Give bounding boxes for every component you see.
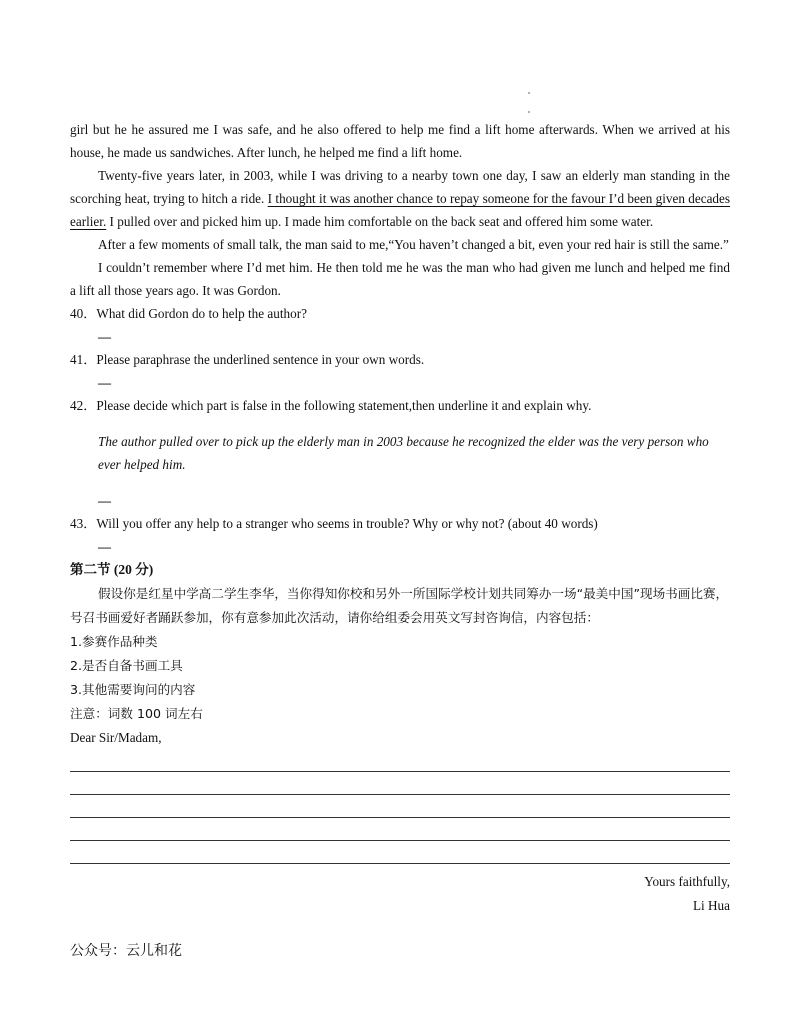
question-42-statement: The author pulled over to pick up the elderly man in 2003 because he recognized the elder was the very person who ever helped him. [98,434,709,473]
answer-space: — [98,375,111,390]
requirement-item: 2.是否自备书画工具 [70,658,183,674]
passage-text: I pulled over and picked him up. I made him comfortable on the back seat and offered him some water. [106,214,654,229]
passage-paragraph-2 [70,164,730,233]
requirement-item: 1.参赛作品种类 [70,634,158,650]
writing-line[interactable] [70,749,730,772]
answer-space: — [98,329,111,344]
answer-space: — [98,539,111,555]
question-41: 41．Please paraphrase the underlined sentence in your own words. [70,352,425,367]
footer-watermark: 公众号：云儿和花 [70,943,182,959]
section-intro: 假设你是红星中学高二学生李华，当你得知你校和另外一所国际学校计划共同筹办一场“最美中国”现场书画比赛，号召书画爱好者踊跃参加，你有意参加此次活动，请你给组委会用英文写封咨询信，内容包括： [70,586,729,626]
document-page [70,0,730,918]
writing-line[interactable] [70,772,730,795]
letter-closing: Yours faithfully, [644,874,730,890]
requirement-item: 3.其他需要询问的内容 [70,682,196,698]
passage-paragraph-1: girl but he he assured me I was safe, and he also offered to help me find a lift home afterwards. When we arrived at his house, he made us sandwiches. After lunch, he helped me find a lift home. [70,122,730,160]
writing-line[interactable] [70,795,730,818]
question-43: 43．Will you offer any help to a stranger who seems in trouble? Why or why not? (about 40 words) [70,516,598,532]
passage-text: Twenty-five years later, in 2003, while I was driving to a nearby town one day, I saw an elderly man standing in the scorching heat, trying to hitch a ride. [70,168,730,206]
answer-space: — [98,493,111,509]
writing-line[interactable] [70,841,730,864]
letter-greeting: Dear Sir/Madam, [70,730,162,746]
question-40: 40．What did Gordon do to help the author? [70,306,307,321]
word-count-note: 注意：词数 100 词左右 [70,706,203,722]
passage-paragraph-3: After a few moments of small talk, the man said to me,“You haven’t changed a bit, even your red hair is still the same.” [98,237,729,252]
letter-signature: Li Hua [693,898,730,914]
underlined-sentence: I thought it was another chance to repay someone for the favour I’d been given decades earlier. [70,191,731,229]
section-title: 第二节 (20 分) [70,562,154,578]
question-42: 42．Please decide which part is false in the following statement,then underline it and explain why. [70,398,592,413]
writing-lines [70,749,730,864]
passage-paragraph-4: I couldn’t remember where I’d met him. He then told me he was the man who had given me lunch and helped me find a lift all those years ago. It was Gordon. [70,260,730,298]
writing-line[interactable] [70,818,730,841]
